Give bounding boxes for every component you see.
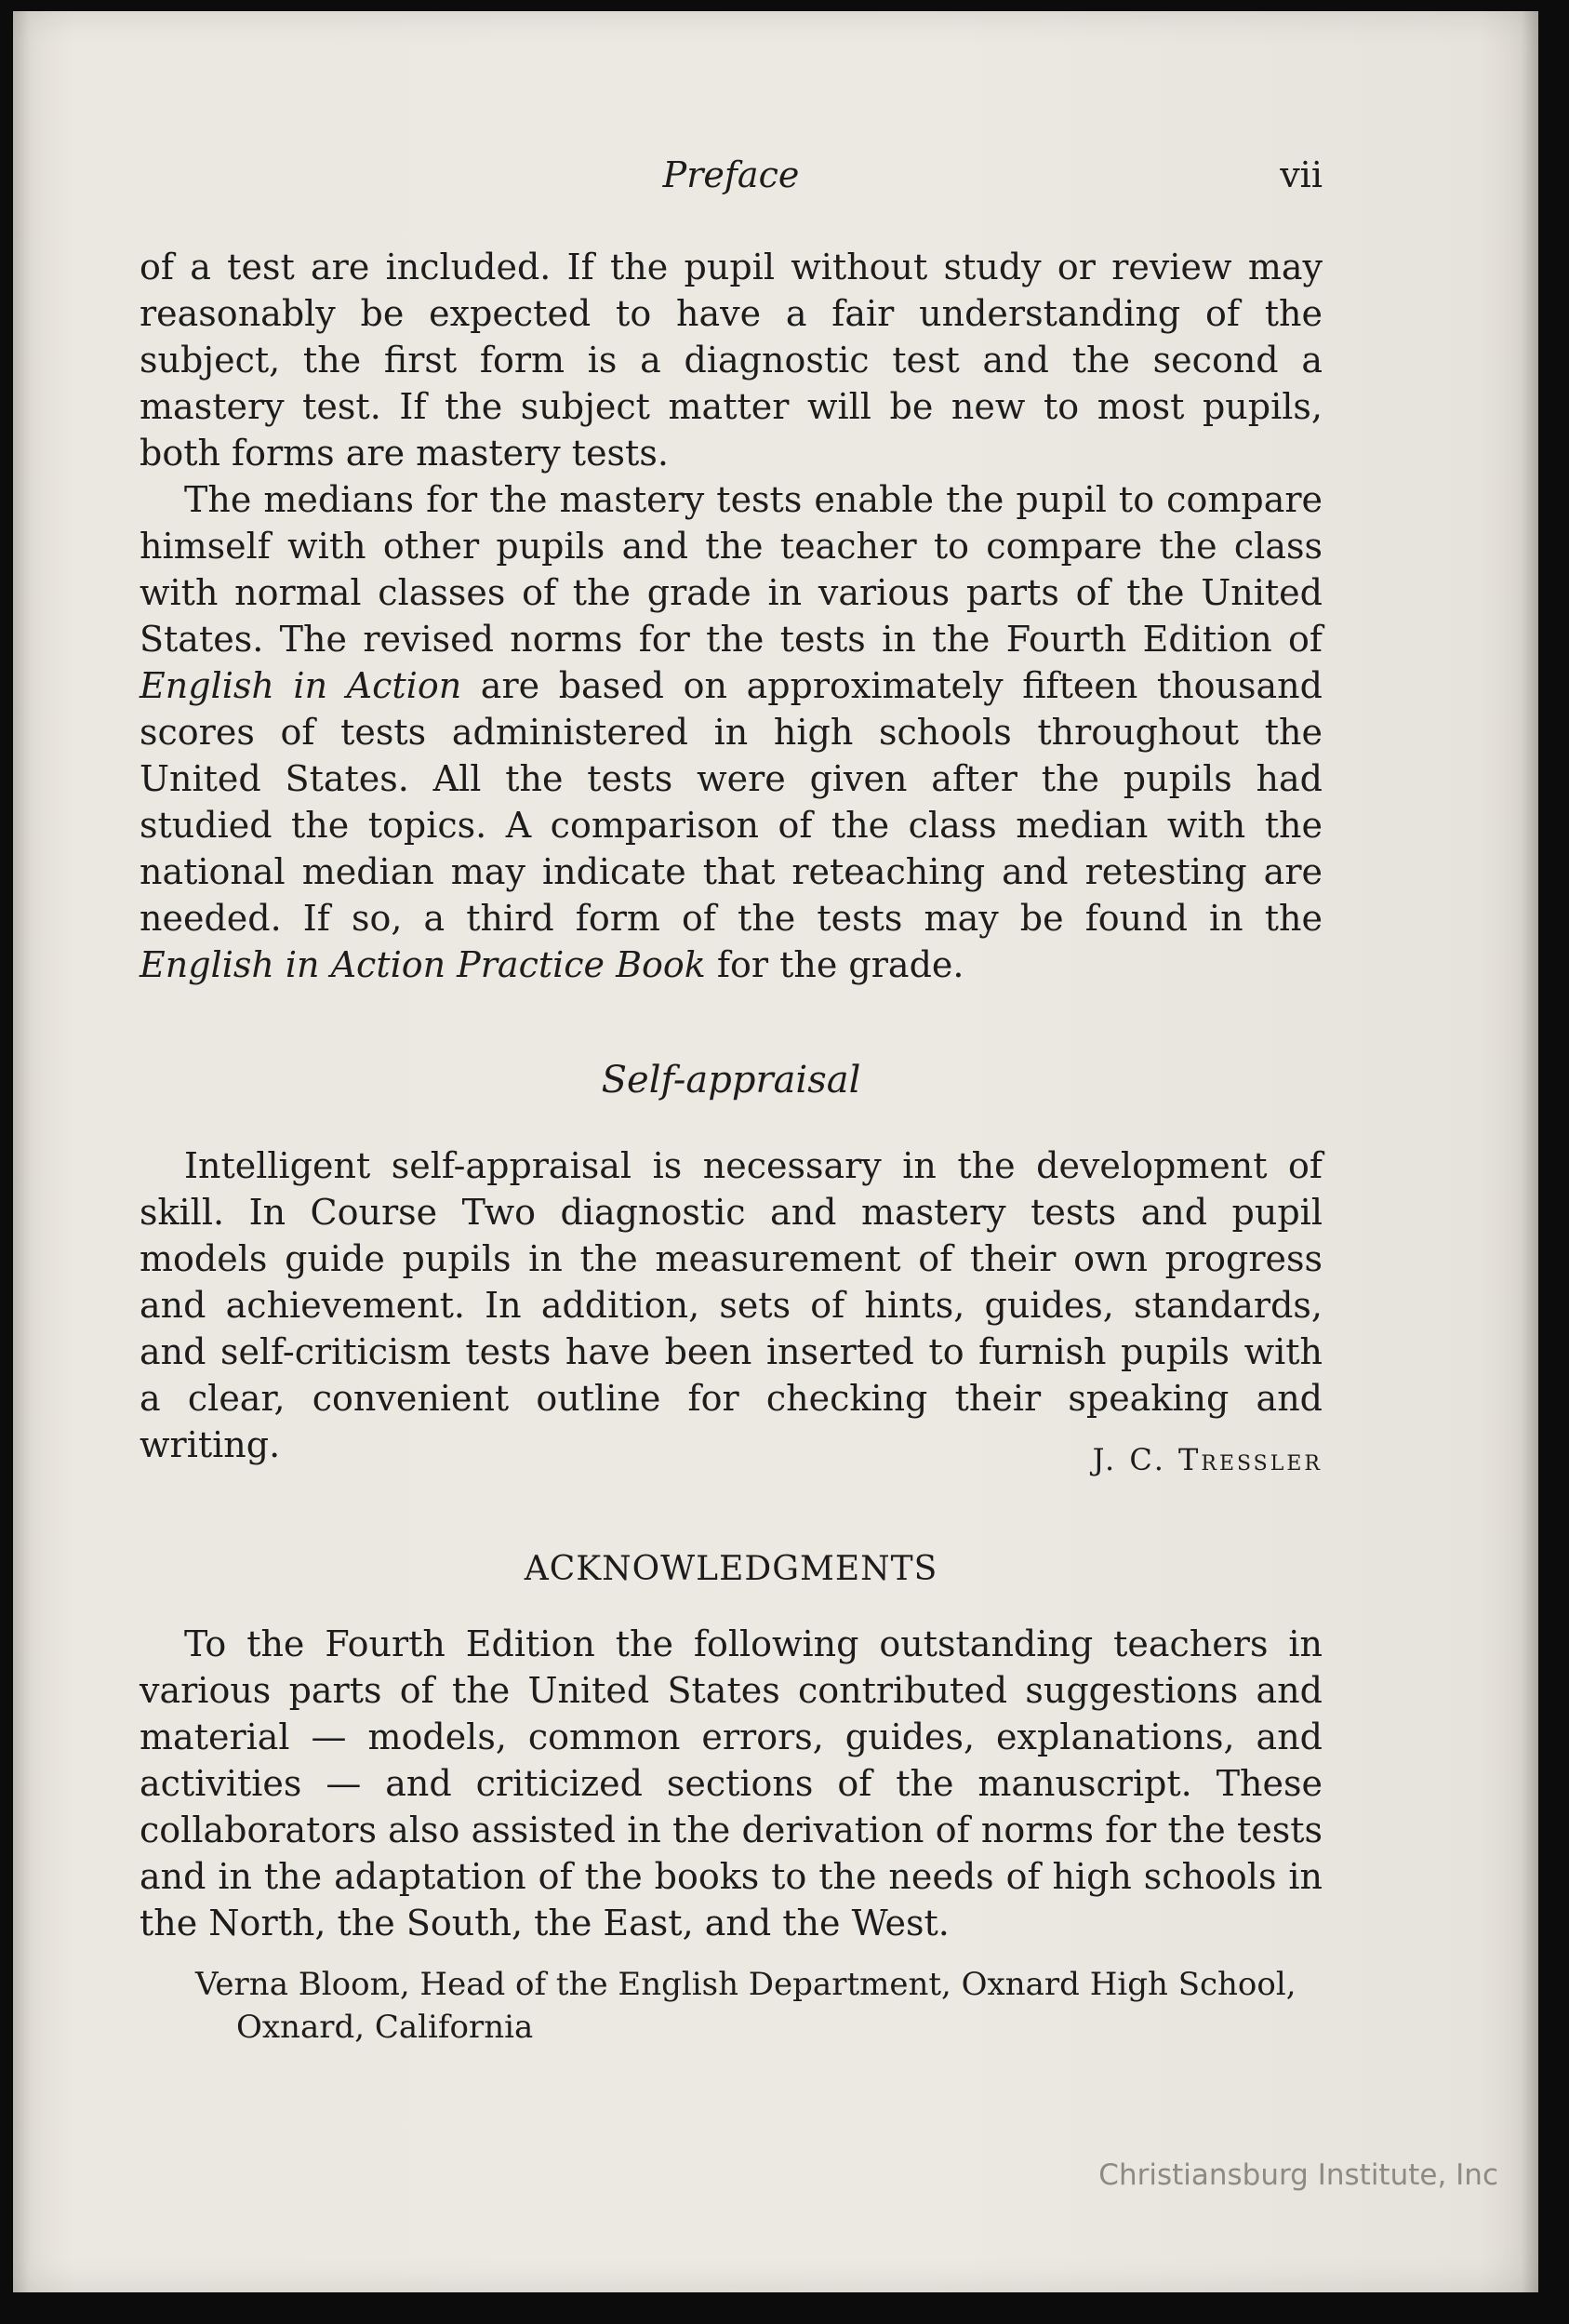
page-shadow-left <box>13 11 30 2292</box>
running-head-title: Preface <box>662 154 800 195</box>
acknowledgments-paragraph <box>140 1621 1323 1946</box>
paragraph-text-part: for the grade. <box>705 944 964 985</box>
watermark-text: Christiansburg Institute, Inc <box>1098 2158 1498 2192</box>
paragraph-text-part: The medians for the mastery tests enable the pupil to compare himself with other pupils and the teacher to compare the class with normal classes of the grade in various parts of the United States. The revised norms for the tests in the Fourth Edition of <box>140 479 1323 660</box>
page-number: vii <box>1280 154 1323 195</box>
paragraph-text <box>140 476 1323 988</box>
preface-paragraph-1 <box>140 244 1323 476</box>
contributor-entry: Verna Bloom, Head of the English Department, Oxnard High School, Oxnard, California <box>195 1966 1296 2046</box>
running-head <box>140 154 1323 203</box>
paragraph-text: of a test are included. If the pupil without study or review may reasonably be expected to have a fair understanding of the subject, the first form is a diagnostic test and the second a mastery test. If the subject matter will be new to most pupils, both forms are mastery tests. <box>140 247 1323 474</box>
book-title-italic: English in Action <box>140 665 462 706</box>
page-shadow-right <box>1522 11 1538 2292</box>
paragraph-text: To the Fourth Edition the following outstanding teachers in various parts of the United States contributed suggestions and material — models, common errors, guides, explanations, and activities — and criticized sections of the manuscript. These collaborators also assisted in the derivation of norms for the tests and in the adaptation of the books to the needs of high schools in the North, the South, the East, and the West. <box>140 1623 1323 1943</box>
paragraph-text: Intelligent self-appraisal is necessary in the development of skill. In Course Two diagnostic and mastery tests and pupil models guide pupils in the measurement of their own progress and achievement. In addition, sets of hints, guides, standards, and self-criticism tests have been inserted to furnish pupils with a clear, convenient outline for checking their speaking and writing. <box>140 1145 1323 1465</box>
self-appraisal-paragraph <box>140 1142 1323 1468</box>
section-heading-acknowledgments: ACKNOWLEDGMENTS <box>524 1550 938 1588</box>
section-heading-self-appraisal: Self-appraisal <box>601 1059 861 1102</box>
author-signature: J. C. Tressler <box>1092 1442 1323 1477</box>
paragraph-text-part: are based on approximately fifteen thousand scores of tests administered in high schools throughout the United States. All the tests were given after the pupils had studied the topics. A comparison of the class median with the national median may indicate that reteaching and retesting are needed. If so, a third form of the tests may be found in the <box>140 665 1323 939</box>
book-title-italic: English in Action Practice Book <box>140 944 706 985</box>
preface-paragraph-2 <box>140 476 1323 988</box>
